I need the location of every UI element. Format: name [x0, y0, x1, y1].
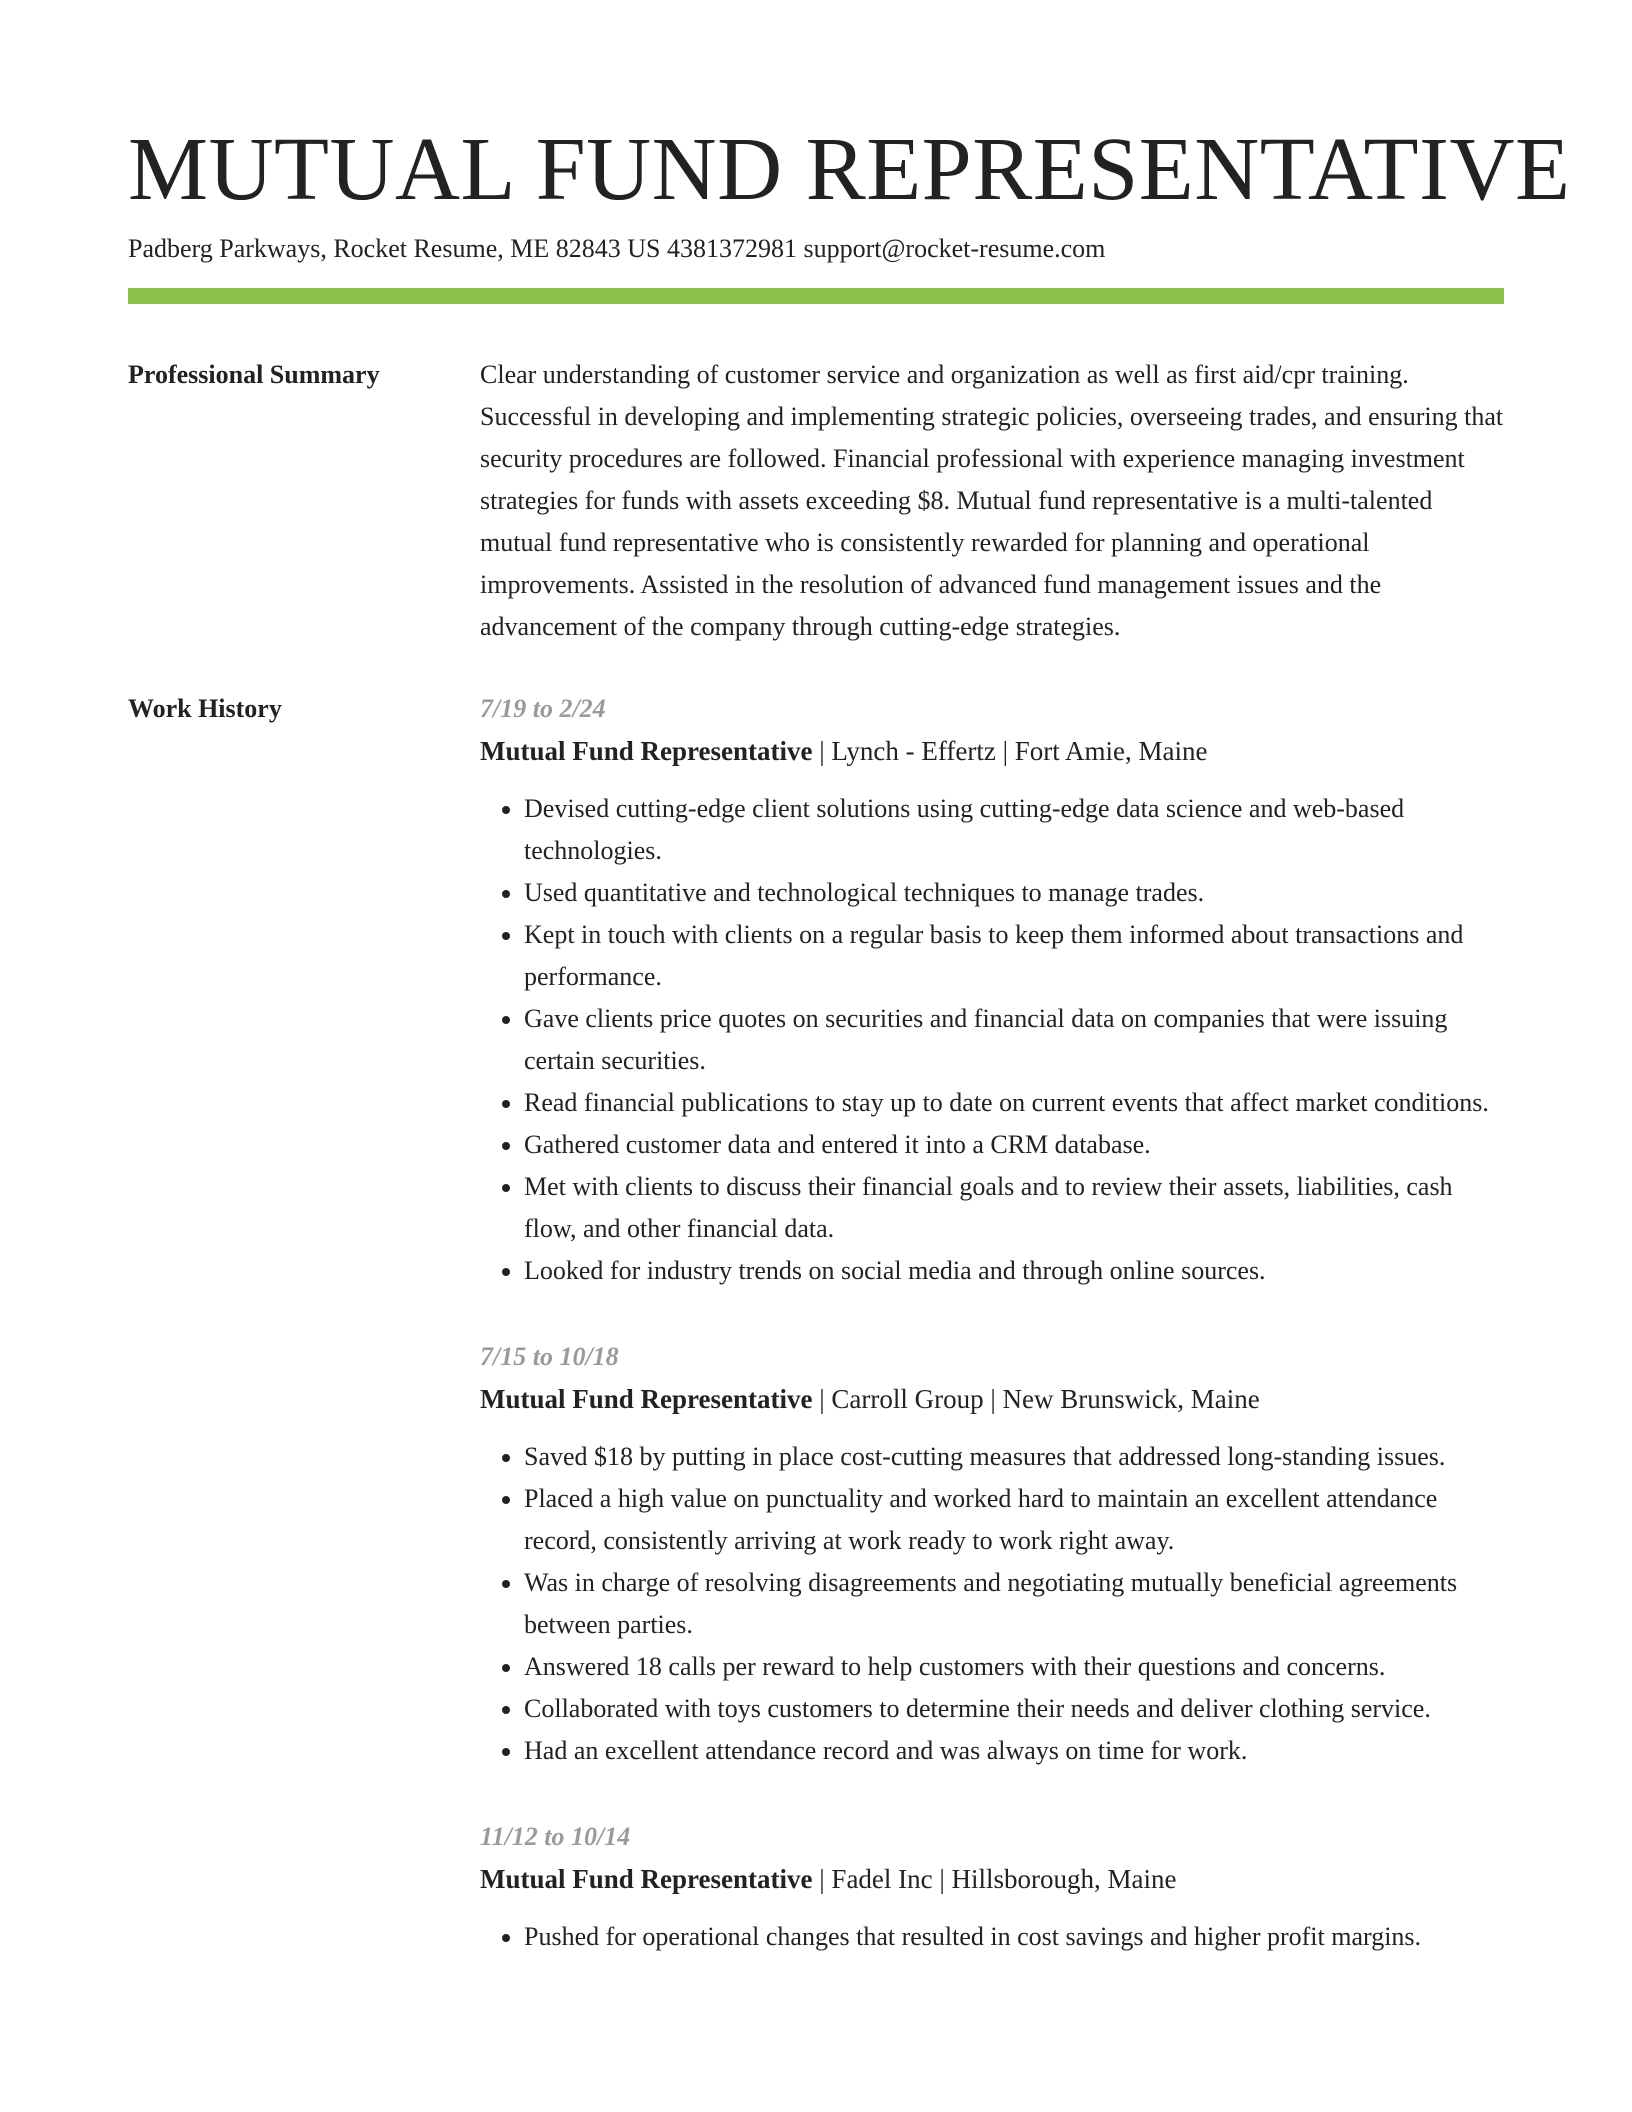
summary-section: [128, 354, 1504, 648]
job-title: Mutual Fund Representative: [480, 1864, 813, 1894]
separator: |: [995, 736, 1015, 766]
job-title: Mutual Fund Representative: [480, 736, 813, 766]
job-entry: [480, 688, 1504, 1292]
job-title: Mutual Fund Representative: [480, 1384, 813, 1414]
job-bullet: • Pushed for operational changes that resulted in cost savings and higher profit margins.: [524, 1916, 1504, 1958]
job-title-line: [480, 1378, 1504, 1420]
summary-heading: Professional Summary: [128, 360, 380, 389]
work-history-heading: Work History: [128, 694, 282, 723]
separator: |: [812, 1384, 832, 1414]
job-company: Carroll Group: [831, 1384, 984, 1414]
separator: |: [812, 736, 832, 766]
separator: |: [932, 1864, 952, 1894]
job-bullet: • Answered 18 calls per reward to help customers with their questions and concerns.: [524, 1646, 1504, 1688]
job-bullets: [480, 1436, 1504, 1772]
job-entry: [480, 1816, 1504, 1958]
job-dates: 7/19 to 2/24: [480, 694, 606, 723]
job-list: [480, 688, 1504, 2002]
job-bullet: • Read financial publications to stay up to date on current events that affect market conditions.: [524, 1082, 1504, 1124]
job-bullet: • Collaborated with toys customers to determine their needs and deliver clothing service.: [524, 1688, 1504, 1730]
job-entry: [480, 1336, 1504, 1772]
job-dates: 7/15 to 10/18: [480, 1342, 619, 1371]
job-bullet: • Saved $18 by putting in place cost-cutting measures that addressed long-standing issues.: [524, 1436, 1504, 1478]
job-bullet: • Gave clients price quotes on securities and financial data on companies that were issuing certain securities.: [524, 998, 1504, 1082]
job-bullet: • Placed a high value on punctuality and worked hard to maintain an excellent attendance record, consistently arriving at work ready to work right away.: [524, 1478, 1504, 1562]
contact-line: Padberg Parkways, Rocket Resume, ME 82843 US 4381372981 support@rocket-resume.com: [128, 234, 1106, 263]
job-location: Fort Amie, Maine: [1014, 736, 1208, 766]
separator: |: [812, 1864, 832, 1894]
job-bullet: • Used quantitative and technological techniques to manage trades.: [524, 872, 1504, 914]
job-bullets: [480, 1916, 1504, 1958]
job-bullets: [480, 788, 1504, 1292]
job-bullet: • Had an excellent attendance record and was always on time for work.: [524, 1730, 1504, 1772]
work-history-section: [128, 688, 1504, 2002]
job-location: Hillsborough, Maine: [951, 1864, 1177, 1894]
job-dates: 11/12 to 10/14: [480, 1822, 631, 1851]
separator: |: [983, 1384, 1003, 1414]
resume-page: [128, 118, 1571, 2002]
job-bullet: • Gathered customer data and entered it into a CRM database.: [524, 1124, 1504, 1166]
job-bullet: • Looked for industry trends on social media and through online sources.: [524, 1250, 1504, 1292]
job-bullet: • Was in charge of resolving disagreements and negotiating mutually beneficial agreements between parties.: [524, 1562, 1504, 1646]
header-divider: [128, 288, 1504, 304]
job-title-line: [480, 730, 1504, 772]
job-company: Lynch - Effertz: [831, 736, 996, 766]
job-bullet: • Kept in touch with clients on a regular basis to keep them informed about transactions and performance.: [524, 914, 1504, 998]
job-bullet: • Devised cutting-edge client solutions using cutting-edge data science and web-based technologies.: [524, 788, 1504, 872]
job-title-line: [480, 1858, 1504, 1900]
summary-text: Clear understanding of customer service and organization as well as first aid/cpr training. Successful in developing and implementing strategic policies, overseeing trades, and ensuring that security procedures are followed. Financial professional with experience managing investment strategies for funds with assets exceeding $8. Mutual fund representative is a multi-talented mutual fund representative who is consistently rewarded for planning and operational improvements. Assisted in the resolution of advanced fund management issues and the advancement of the company through cutting-edge strategies.: [480, 360, 1504, 641]
resume-title: MUTUAL FUND REPRESENTATIVE: [128, 120, 1571, 219]
job-location: New Brunswick, Maine: [1002, 1384, 1260, 1414]
job-bullet: • Met with clients to discuss their financial goals and to review their assets, liabilities, cash flow, and other financial data.: [524, 1166, 1504, 1250]
job-company: Fadel Inc: [831, 1864, 933, 1894]
